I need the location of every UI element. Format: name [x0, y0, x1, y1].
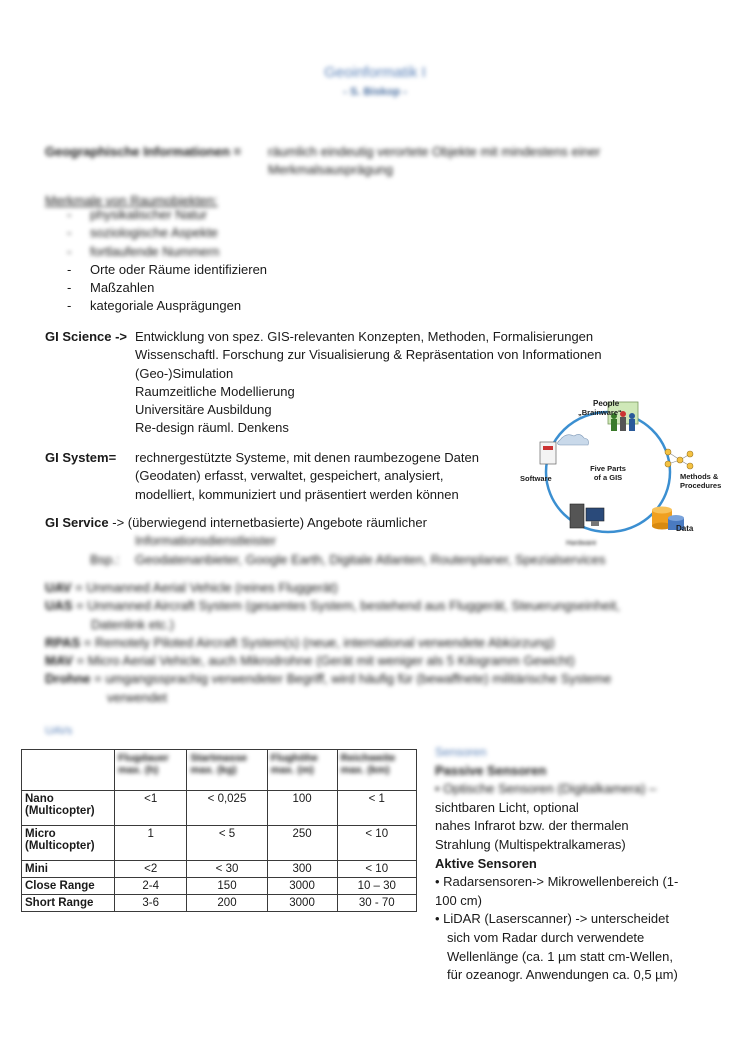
definition-term: Geographische Informationen = — [45, 144, 242, 159]
merkmale-list — [45, 206, 445, 316]
acronym-row: RPAS = Remotely Piloted Aircraft System(s) (neue, international verwendete Abkürzung) — [45, 634, 555, 650]
table-caption: UAVs — [45, 725, 73, 737]
gis-diagram — [490, 392, 730, 552]
active-line: Wellenlänge (ca. 1 µm statt cm-Wellen, — [447, 948, 673, 964]
row-name: Close Range — [22, 878, 115, 895]
acronym-row: UAS = Unmanned Aircraft System (gesamtes System, bestehend aus Fluggerät, Steuerungseinheit, — [45, 598, 620, 614]
gi-science-line: Entwicklung von spez. GIS-relevanten Konzepten, Methoden, Formalisierungen — [135, 329, 594, 344]
acronym-row: Drohne = umgangssprachig verwendeter Begriff, wird häufig für (bewaffnete) militärische Systeme — [45, 671, 612, 687]
table-header-cell — [22, 750, 115, 791]
list-item: - Maßzahlen — [45, 279, 445, 297]
table-cell: 150 — [187, 878, 267, 895]
gi-science-line: Wissenschaftl. Forschung zur Visualisierung & Repräsentation von Informationen — [135, 347, 602, 363]
table-row — [22, 861, 417, 878]
table-cell: < 1 — [337, 791, 417, 826]
table-cell: 3-6 — [115, 895, 187, 912]
table-cell: <1 — [115, 791, 187, 826]
table-cell: 3000 — [267, 895, 337, 912]
page-subtitle: - S. Biskop - — [343, 86, 407, 98]
uas-table — [21, 749, 417, 912]
gi-service-text: -> (überwiegend internetbasierte) Angebote räumlicher — [112, 515, 427, 530]
acronym-row: UAV = Unmanned Aerial Vehicle (reines Fluggerät) — [45, 580, 338, 595]
passive-line: sichtbaren Licht, optional — [435, 799, 579, 815]
gi-service-line-2: Informationsdienstleister — [135, 533, 276, 548]
table-cell: < 10 — [337, 826, 417, 861]
diagram-data-label: Data — [676, 524, 694, 533]
acronym-row-cont: Datenlink etc.) — [91, 616, 175, 632]
gi-system-line: rechnergestützte Systeme, mit denen raumbezogene Daten — [135, 450, 479, 465]
table-cell: 200 — [187, 895, 267, 912]
active-line: sich vom Radar durch verwendete — [447, 929, 645, 945]
table-cell: < 0,025 — [187, 791, 267, 826]
passive-line: • Optische Sensoren (Digitalkamera) – — [435, 781, 657, 797]
table-cell: 250 — [267, 826, 337, 861]
merkmale-heading: Merkmale von Raumobjekten: — [45, 193, 218, 208]
software-icon — [540, 434, 589, 464]
gi-service-bsp-label: Bsp.: — [90, 552, 120, 567]
passive-line: nahes Infrarot bzw. der thermalen — [435, 818, 629, 834]
acronym-row: MAV = Micro Aerial Vehicle, auch Mikrodrohne (Gerät mit weniger als 5 Kilogramm Gewicht) — [45, 653, 575, 669]
table-cell: 3000 — [267, 878, 337, 895]
acronym-list — [45, 579, 665, 707]
row-name: Micro (Multicopter) — [22, 826, 115, 861]
active-line: • Radarsensoren-> Mikrowellenbereich (1- — [435, 874, 679, 890]
definition-text-1: räumlich eindeutig verortete Objekte mit mindestens einer — [268, 144, 601, 159]
table-cell: <2 — [115, 861, 187, 878]
row-name: Mini — [22, 861, 115, 878]
table-cell: 100 — [267, 791, 337, 826]
gi-science-line: (Geo-)Simulation — [135, 365, 234, 381]
table-header-cell: Reichweite max. (km) — [337, 750, 417, 791]
list-item: - soziologische Aspekte — [45, 224, 445, 242]
table-cell: 2-4 — [115, 878, 187, 895]
sensoren-heading: Sensoren — [435, 745, 487, 759]
page-title: Geoinformatik I — [324, 64, 426, 81]
hardware-icon — [570, 504, 604, 528]
active-line: • LiDAR (Laserscanner) -> unterscheidet — [435, 911, 669, 927]
gi-system-label: GI System= — [45, 450, 117, 465]
gi-science-line: Re-design räuml. Denkens — [135, 420, 289, 436]
diagram-methods-label: Methods & Procedures — [680, 472, 722, 490]
table-cell: 1 — [115, 826, 187, 861]
definition-text-2: Merkmalsausprägung — [268, 162, 394, 177]
table-cell: 10 – 30 — [337, 878, 417, 895]
diagram-people-label: People — [593, 399, 620, 408]
diagram-software-label: Software — [520, 474, 552, 483]
sensoren-section — [435, 743, 735, 985]
gi-service-line — [45, 514, 505, 532]
gi-science-line: Universitäre Ausbildung — [135, 402, 272, 418]
diagram-hardware-label: Hardware — [566, 540, 597, 547]
table-cell: < 10 — [337, 861, 417, 878]
list-item: - physikalischer Natur — [45, 206, 445, 224]
table-header-cell: Flughöhe max. (m) — [267, 750, 337, 791]
gi-system-line: modelliert, kommuniziert und präsentiert werden können — [135, 486, 459, 502]
table-row — [22, 791, 417, 826]
table-row — [22, 895, 417, 912]
table-cell: 300 — [267, 861, 337, 878]
table-cell: < 30 — [187, 861, 267, 878]
active-line: für ozeanogr. Anwendungen ca. 0,5 µm) — [447, 967, 678, 983]
active-line: 100 cm) — [435, 892, 482, 908]
list-item: - fortlaufende Nummern — [45, 243, 445, 261]
table-cell: < 5 — [187, 826, 267, 861]
passive-heading: Passive Sensoren — [435, 762, 547, 778]
passive-line: Strahlung (Multispektralkameras) — [435, 836, 626, 852]
table-row — [22, 826, 417, 861]
active-heading: Aktive Sensoren — [435, 855, 537, 871]
diagram-brainware-label: „Brainware“ — [578, 408, 622, 417]
gi-system-lines — [135, 449, 495, 504]
gi-service-label: GI Service — [45, 515, 109, 530]
list-item: - kategoriale Ausprägungen — [45, 297, 445, 315]
gi-service-bsp-text: Geodatenanbieter, Google Earth, Digitale Atlanten, Routenplaner, Spezialservices — [135, 552, 606, 567]
gi-science-label: GI Science -> — [45, 329, 128, 344]
table-row — [22, 878, 417, 895]
table-header-cell: Flugdauer max. (h) — [115, 750, 187, 791]
gi-system-line: (Geodaten) erfasst, verwaltet, gespeichert, analysiert, — [135, 468, 444, 484]
table-header-cell: Startmasse max. (kg) — [187, 750, 267, 791]
row-name: Nano (Multicopter) — [22, 791, 115, 826]
table-cell: 30 - 70 — [337, 895, 417, 912]
gi-science-line: Raumzeitliche Modellierung — [135, 383, 295, 399]
row-name: Short Range — [22, 895, 115, 912]
table-header-row — [22, 750, 417, 791]
acronym-row-cont: verwendet — [107, 689, 167, 705]
list-item: - Orte oder Räume identifizieren — [45, 261, 445, 279]
diagram-center-title: Five Parts of a GIS — [590, 464, 626, 482]
